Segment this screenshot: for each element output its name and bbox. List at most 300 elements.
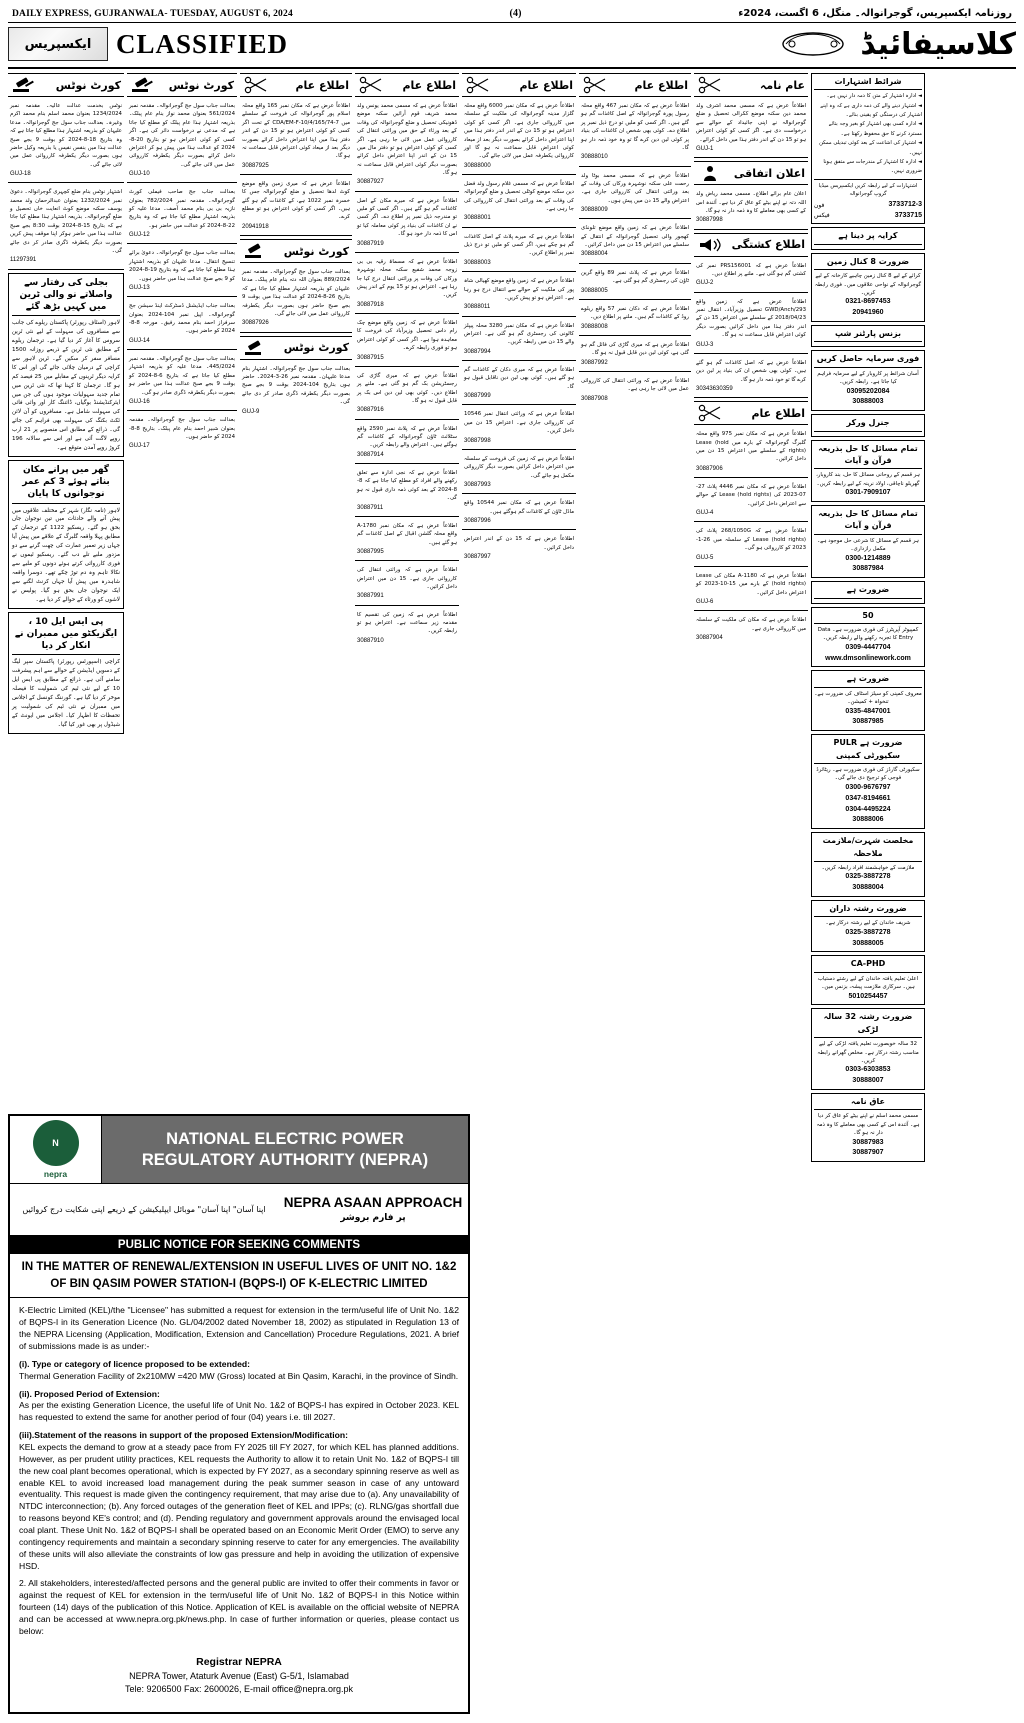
ad-ref: 30887995 <box>357 548 384 555</box>
ad-ref: GUJ-2 <box>696 280 714 287</box>
ad-ref: 30887914 <box>357 451 384 458</box>
ad-item <box>240 100 352 175</box>
ad-item <box>579 222 691 263</box>
ad-ref: GUJ-10 <box>129 171 150 177</box>
advert-terms-box <box>811 73 925 224</box>
promo-box[interactable] <box>811 581 925 603</box>
ad-ref: GUJ-16 <box>129 398 150 405</box>
page-number: (4) <box>509 8 522 19</box>
ad-ref: 30887911 <box>357 504 384 511</box>
ad-item <box>694 614 808 646</box>
promo-box[interactable] <box>811 253 925 322</box>
ad-item <box>694 188 808 229</box>
ad-ref: GUJ-5 <box>696 554 714 561</box>
ad-ref: GUJ-14 <box>129 337 150 344</box>
ad-text: اطلاعاً عرض ہے کہ 268/1050G پلاٹ کی Lease (hold rights) کے سلسلہ میں 26-1-2023 کو کارروائی ہو گی۔ <box>696 528 807 552</box>
nepra-item <box>19 1389 459 1425</box>
ad-ref: 30887918 <box>357 301 384 308</box>
topbar-right-urdu: روزنامہ ایکسپریس، گوجرانوالہ۔ منگل، 6 اگست، 2024ء <box>738 8 1012 19</box>
promo-title: مخلصت شہرت/ملازمت ملاحظہ <box>814 835 922 862</box>
column-header-public-notice-4 <box>579 73 691 97</box>
ad-ref: 30888010 <box>581 154 608 161</box>
ad-ref: 30888000 <box>464 162 491 169</box>
ad-text: اطلاعاً عرض ہے کہ زمین واقع موضع تلونڈی کھجور والی تحصیل گوجرانوالہ کے انتقال کے سلسلے میں اعتراض 15 دن میں داخل کرائیں۔ <box>581 225 689 249</box>
ad-text: اطلاعاً عرض ہے کہ وراثتی انتقال کی کارروائی عمل میں لائی جا رہی ہے۔ <box>581 377 689 393</box>
column-4-title: اطلاع عام <box>402 78 456 92</box>
ad-text: اطلاعاً عرض ہے کہ زمین واقع 293/GWD/Anch تحصیل وزیرآباد۔ انتقال نمبر 2018/04/23 کے سلسلے میں اعتراض 15 دن کے اندر دفتر ہذا میں داخل کرائیں بصورت دیگر کوئی اعتراض قابل سماعت نہ ہو گا۔ <box>696 298 807 339</box>
subheader-title: اطلاع عام <box>751 406 805 420</box>
promo-box[interactable] <box>811 607 925 668</box>
promo-title: ضرورت ہے <box>814 584 922 598</box>
subheader-title: اطلاع کشتگی <box>731 238 805 252</box>
ad-item <box>462 408 576 449</box>
column-header-public-notice <box>240 73 352 97</box>
subheader-ittila-kashtagi <box>694 233 808 257</box>
column-7 <box>694 73 808 1663</box>
gavel-icon <box>130 76 156 94</box>
news-body: کراچی (اسپورٹس رپورٹر) پاکستان سپر لیگ کے دسویں ایڈیشن کے حوالے سے اہم پیشرفت سامنے آئی ہے۔ ذرائع کے مطابق پی ایس ایل 10 کے لیے نئی ٹیم کی شمولیت کا فیصلہ موخر کر دیا گیا ہے۔ گورننگ کونسل کے اجلاس میں ممبران نے نئی ٹیم کی شمولیت پر تحفظات کا اظہار کیا۔ اجلاس میں ایونٹ کے شیڈول پر بھی غور کیا گیا۔ <box>11 659 120 728</box>
ad-item <box>355 467 459 517</box>
promo-ref: 30888007 <box>852 1077 884 1085</box>
ad-ref: 30887993 <box>464 481 491 488</box>
promo-ref: 20941960 <box>852 309 884 317</box>
promo-box[interactable] <box>811 505 925 578</box>
ad-ref: 30887998 <box>696 217 723 224</box>
ad-item <box>355 520 459 561</box>
ad-ref: GUJ-6 <box>696 599 714 605</box>
promo-phone[interactable]: 0301-7909107 <box>845 489 891 497</box>
promo-box[interactable] <box>811 900 925 952</box>
ad-ref: 30887916 <box>357 407 384 414</box>
column-2-title: کورٹ نوٹس <box>168 78 234 92</box>
nepra-public-notice-bar: PUBLIC NOTICE FOR SEEKING COMMENTS <box>10 1236 468 1254</box>
nepra-item <box>19 1430 459 1572</box>
promo-phone[interactable]: 03095202084 <box>846 387 890 395</box>
ad-text: اطلاعاً عرض ہے کہ وراثتی انتقال نمبر 10546 کی کارروائی جاری ہے۔ اعتراض 15 دن میں داخل کریں۔ <box>464 411 574 435</box>
nepra-item-text: Thermal Generation Facility of 2x210MW =420 MW (Gross) located at Bin Qasim, Karachi, in the province of Sindh. <box>19 1370 459 1381</box>
ad-ref: 30343630359 <box>696 385 733 392</box>
ad-text: اطلاعاً عرض ہے کہ PRS156001 نمبر کی کشتی گم ہو گئی ہے۔ ملنے پر اطلاع دیں۔ <box>696 262 806 277</box>
ad-item <box>355 423 459 464</box>
subheader-court-notice-2 <box>240 336 352 360</box>
nepra-header <box>10 1116 468 1184</box>
ad-item <box>355 564 459 605</box>
phone-label-2: فیکس <box>814 212 830 220</box>
ad-text: اطلاعاً عرض ہے کہ پلاٹ نمبر 89 واقع گرین ٹاؤن کی رجسٹری گم ہو گئی ہے۔ <box>581 269 690 285</box>
ad-text: اطلاعاً عرض ہے کہ میری گاڑی کی رجسٹریشن بک گم ہو گئی ہے۔ ملنے پر اطلاع دیں۔ کوئی بھی لین دین اس بک پر قابل قبول نہ ہو گا۔ <box>357 372 457 404</box>
ad-ref: 30888001 <box>464 215 491 222</box>
person-icon <box>697 164 723 182</box>
promo-ref: 30887984 <box>852 565 884 573</box>
ad-item <box>240 178 352 236</box>
ad-item <box>355 317 459 367</box>
promo-box[interactable] <box>811 955 925 1005</box>
promo-phone-3[interactable]: 0304-4495224 <box>845 805 891 813</box>
column-header-public-notice-2 <box>355 73 459 97</box>
ad-text: اطلاعاً عرض ہے کہ مکان نمبر 6000 واقع محلہ گلزار مدینہ گوجرانوالہ کی ملکیت کے سلسلہ میں کارروائی جاری ہے۔ اگر کسی کو کوئی اعتراض ہو تو 15 دن کے اندر اندر دفتر ہذا میں اپنا اعتراض داخل کرائے بصورت دیگر بعد از میعاد کوئی اعتراض قابل سماعت نہ ہو گا اور کارروائی یکطرفہ عمل میں لائی جائے گی۔ <box>464 103 574 160</box>
promo-body: ہر قسم کے روحانی مسائل کا حل، بند کاروبار، گھریلو ناچاقی، اولاد نرینہ کے لیے رابطہ کریں۔ <box>816 472 920 487</box>
term-line: ◄ ادارہ کسی بھی اشتہار کو بغیر وجہ بتائے مسترد کرنے کا حق محفوظ رکھتا ہے۔ <box>828 121 922 137</box>
ad-item <box>355 609 459 649</box>
column-5-title: اطلاع عام <box>519 78 573 92</box>
nepra-asaan-english <box>278 1192 468 1227</box>
speaker-icon <box>697 236 723 254</box>
promo-title: ضرورت ہے <box>814 673 922 687</box>
promo-title: ضرورت رشتہ داران <box>814 903 922 917</box>
ad-ref: 30887996 <box>464 518 491 524</box>
ad-item <box>127 186 237 244</box>
ad-text: بعدالت جناب سول جج گوجرانوالہ۔ اشتہار بنام مدعا علیہان۔ مقدمہ نمبر 26-3-2024۔ حاضر ہوں بتاریخ 104-2024 بوقت 9 بجے صبح بصورت دیگر یکطرفہ ڈگری صادر کر دی جائے گی۔ <box>242 365 350 406</box>
ad-item <box>355 195 459 253</box>
ad-text: اطلاعاً عرض ہے کہ مسمی غلام رسول ولد فضل دین سکنہ موضع کوٹلی تحصیل و ضلع گوجرانوالہ کی وفات کے بعد وراثتی انتقال کی کارروائی کی جا رہی ہے۔ <box>464 180 574 213</box>
nepra-closing: 2. All stakeholders, interested/affected persons and the general public are invited to offer their comments in favor or against the request of KEL for extension in the term/useful life of Unit No. 1&2 of BQPS-I in this Notice within fourteen (14) days of the publication of this Notice. Application of KEL is available on the official website of NEPRA and can be accessed at www.nepra.org.pk/news.php. In case of further information or queries, please contact us below: <box>19 1578 459 1636</box>
ad-text: بعدالت جناب جج صاحب فیملی کورٹ گوجرانوالہ۔ مقدمہ نمبر 782/2024 بعنوان نازیہ بی بی بنام محمد آصف۔ مدعا علیہ کو بذریعہ اشتہار مطلع کیا جاتا ہے کہ وہ بتاریخ 22-8-2024 کو عدالت میں حاضر ہو۔ <box>129 189 236 229</box>
ad-text: اطلاعاً عرض ہے کہ مکان نمبر 165 واقع محلہ اسلام پور گوجرانوالہ کی فروخت کے سلسلے میں CDA/EM-F-10/4/165/74-7 کے تحت اگر کسی کو کوئی اعتراض ہو تو 15 دن کے اندر دفتر ہذا میں اپنا اعتراض داخل کرائے بصورت دیگر بعد از میعاد کوئی اعتراض قابل سماعت نہ ہو گا۔ <box>242 103 351 160</box>
column-1-title: کورٹ نوٹس <box>55 78 121 92</box>
page-title: CLASSIFIED <box>116 28 289 59</box>
nepra-item-label: (iii).Statement of the reasons in support of the proposed Extension/Modification: <box>19 1430 348 1441</box>
promo-ref: 30888006 <box>852 816 884 824</box>
promo-body: آسان شرائط پر کاروبار کے لیے سرمایہ فراہم کیا جاتا ہے۔ رابطہ کریں۔ <box>817 370 919 386</box>
column-header-court-notice <box>8 73 124 97</box>
promo-body: 32 سالہ خوبصورت تعلیم یافتہ لڑکی کے لیے مناسب رشتہ درکار ہے۔ مخلص گھرانے رابطہ کریں۔ <box>817 1041 919 1064</box>
promo-phone-2[interactable]: 0347-8194661 <box>845 794 891 802</box>
nepra-logo <box>10 1116 102 1183</box>
subheader-court-notice <box>240 239 352 263</box>
promo-title: ضرورت 8 کنال زمین <box>814 256 922 270</box>
topbar-left: DAILY EXPRESS, GUJRANWALA- TUESDAY, AUGUST 6, 2024 <box>12 8 293 19</box>
nepra-logo-text: nepra <box>43 1169 68 1179</box>
ad-text: اطلاعاً عرض ہے کہ مسماۃ رقیہ بی بی زوجہ محمد شفیع سکنہ محلہ نوشہرہ ورکاں کی وفات پر وراثتی انتقال درج کیا جا رہا ہے۔ اعتراض ہو تو 15 یوم کے اندر پیش کریں۔ <box>357 258 457 299</box>
ad-text: اشتہار نوٹس بنام ضلع کچہری گوجرانوالہ۔ دعویٰ نمبر 1232/2024 بعنوان عبدالرحمان ولد محمد یوسف سکنہ موضع کوٹ انعایت خاں تحصیل و ضلع گوجرانوالہ۔ بذریعہ اشتہار ہذا مطلع کیا جاتا ہے کہ بتاریخ 15-8-2024 بوقت 8:30 بجے صبح عدالت ہذا میں حاضر ہوکر اپنا موقف پیش کریں بصورت دیگر یکطرفہ ڈگری صادر کر دی جائے گی۔ <box>10 189 122 254</box>
column-header-public-notice-3 <box>462 73 576 97</box>
subheader-ailan-ittefaqi <box>694 161 808 185</box>
promo-body: مسمی محمد اسلم نے اپنے بیٹے کو عاق کر دیا ہے۔ آئندہ اس کے کسی بھی معاملے کا وہ ذمہ دار نہ ہو گا۔ <box>816 1113 920 1137</box>
promo-ref: 30888005 <box>852 939 884 947</box>
decorative-swirl-icon <box>776 26 850 62</box>
promo-title: ضرورت رشتہ 32 سالہ لڑکی <box>814 1011 922 1038</box>
ad-text: بعدالت جناب سول جج گوجرانوالہ۔ مقدمہ بعنوان شبیر احمد بنام عام پبلک۔ بتاریخ 8-8-2024 کو حاضر ہوں۔ <box>129 417 235 440</box>
ad-item <box>694 296 808 354</box>
phone-number-1[interactable]: 3733712-3 <box>888 200 922 208</box>
ad-text: اطلاعاً عرض ہے کہ میرے پلاٹ کے اصل کاغذات گم ہو چکے ہیں، اگر کسی کو ملیں تو درج ذیل نمبر پر اطلاع کریں۔ <box>464 233 574 257</box>
ad-item <box>579 375 691 407</box>
promo-phone[interactable]: 0303-6303853 <box>845 1066 891 1074</box>
ad-ref: 30887999 <box>464 393 491 400</box>
promo-title: تمام مسائل کا حل بذریعہ قرآن و آیات <box>814 508 922 535</box>
news-box <box>8 273 124 457</box>
promo-box[interactable] <box>811 350 925 411</box>
nepra-intro: K-Electric Limited (KEL)/the "Licensee" has submitted a request for extension in the term/useful life of Unit No. 1&2 of BQPS-I in its Generation Licence (No. GL/04/2002 dated November 18, 2002) as stipulated in Regulation 13 of the NEPRA Licensing (Application, Modification, Extension and Cancellation) Procedure Regulations, 2021. A brief of submissions made is as under:- <box>19 1305 459 1351</box>
ad-ref: 30887926 <box>242 320 269 327</box>
ad-ref: GUJ-18 <box>10 171 31 177</box>
ad-text: اطلاعاً عرض ہے کہ وراثتی انتقال کی کارروائی جاری ہے۔ 15 دن میں اعتراض داخل کرائیں۔ <box>357 567 457 590</box>
promo-ref-2: 30887907 <box>852 1149 884 1157</box>
ad-text: اطلاعاً عرض ہے کہ دکان نمبر 57 واقع ریلوے روڈ کے کاغذات گم ہیں۔ ملنے پر اطلاع دیں۔ <box>581 305 689 321</box>
ad-item <box>694 570 808 611</box>
ad-ref: GUJ-1 <box>696 145 714 152</box>
promo-body: کرائے کے لیے 8 کنال زمین چاہیے کارخانہ کے لیے گوجرانوالہ کے نواحی علاقوں میں۔ فوری رابطہ کریں۔ <box>814 273 922 296</box>
nepra-contact: Tele: 9206500 Fax: 2600026, E-mail office@nepra.org.pk <box>124 1683 354 1694</box>
fax-number[interactable]: 3733715 <box>894 211 922 219</box>
promo-website[interactable]: www.dmsonlinework.com <box>825 654 911 662</box>
ad-item <box>240 363 352 420</box>
promo-title: جنرل ورکر <box>814 417 922 431</box>
ad-ref: 30887908 <box>581 395 608 402</box>
ad-item <box>462 178 576 228</box>
ad-text: اطلاعاً عرض ہے کہ مکان نمبر 10544 واقع ماڈل ٹاؤن کے کاغذات گم ہوگئے ہیں۔ <box>464 500 575 515</box>
ad-item <box>579 100 691 167</box>
nepra-item-text: KEL expects the demand to grow at a steady pace from FY 2025 till FY 2027, for which KEL has planned additions. However, as per prudent utility practices, KEL requests the Authority to allow it to retain Unit No. 1&2 of BQPS-I till the new coal plant becomes operational, which is expected by FY 2027, as a secondary spinning reserve as well as enable KEL to avoid increased load management during the peak summer season in case of any untoward eventuality. This request is made given the contingency requirement, that may arise due to (a). Any unavailability of NTDC interconnection; (b). Any forced outages of the generation fleet of KEL and IPPs; (c). RLNG/gas shortfall due to reasons beyond KE's control; and (d). Pending regulatory and government approvals around the envisaged local coal plant. These Unit No. 1&2 of BQPS-I shall be operated based on an Economic Merit Order (EMO) to serve any contingency requirements and maintain a secondary spinning reserve to cater for any emergencies. The availability of these units will also alleviate the constraints of low gas pressure and help in avoiding the utilization of expensive HSD. <box>19 1441 459 1571</box>
column-3-title: اطلاع عام <box>295 78 349 92</box>
nepra-subject: IN THE MATTER OF RENEWAL/EXTENSION IN USEFUL LIVES OF UNIT NO. 1&2 OF BIN QASIM POWER STATION-I (BQPS-I) OF K-ELECTRIC LIMITED <box>10 1254 468 1298</box>
promo-body: ہر قسم کے مسائل کا شرعی حل موجود ہے۔ مکمل رازداری۔ <box>817 537 919 553</box>
advert-terms-title: شرائط اشتہارات <box>814 76 922 90</box>
promo-phone[interactable]: 0325-3887278 <box>845 873 891 881</box>
nepra-title: NATIONAL ELECTRIC POWER REGULATORY AUTHORITY (NEPRA) <box>102 1116 468 1183</box>
promo-phone[interactable]: 0300-9676797 <box>845 783 891 791</box>
ad-item <box>462 453 576 494</box>
ad-text: اطلاعاً عرض ہے کہ زمین واقع موضع چک رام داس تحصیل وزیرآباد کی فروخت کا معاہدہ ہوا ہے۔ اگر کسی کو کوئی اعتراض ہو تو فوری رابطہ کرے۔ <box>357 320 457 352</box>
ad-text: اطلاعاً عرض ہے کہ مکان نمبر 467 واقع محلہ رسول پورہ گوجرانوالہ کے اصل کاغذات گم ہو گئے ہیں۔ اگر کسی کو ملیں تو درج ذیل نمبر پر اطلاع دے۔ کوئی بھی شخص ان کاغذات کی بنیاد پر کوئی لین دین کرے گا تو وہ خود ذمہ دار ہو گا۔ <box>581 103 689 151</box>
nepra-asaan-sub: پر فارم بروشر <box>340 1213 406 1224</box>
ad-ref: 30887998 <box>464 437 491 444</box>
ad-text: نوٹس بخدمت عدالت عالیہ۔ مقدمہ نمبر 1234/2024 بعنوان محمد اسلم بنام محمد اکرم وغیرہ۔ بعدالت جناب سول جج گوجرانوالہ۔ مدعا علیہان کو بذریعہ اشتہار ہذا مطلع کیا جاتا ہے کہ وہ بتاریخ 18-8-2024 کو بوقت 9 بجے صبح عدالت ہذا میں بنفس نفیس یا بذریعہ وکیل حاضر ہوں بصورت دیگر یکطرفہ کارروائی عمل میں لائی جائے گی۔ <box>10 103 122 168</box>
promo-box[interactable] <box>811 227 925 249</box>
news-body: لاہور (اسٹاف رپورٹر) پاکستان ریلوے کی جانب سے مسافروں کی سہولت کے لیے نئی ٹرین سروس کا آغاز کر دیا گیا ہے۔ ترجمان ریلوے کے مطابق نئی ٹرین کے ذریعے روزانہ 1500 مسافر سفر کر سکیں گے۔ ٹرین لاہور سے کراچی کے درمیان چلائی جائے گی اور اس کا کرایہ دیگر ٹرینوں کے مقابلے میں 25 فیصد کم ہو گا۔ ترجمان کا کہنا تھا کہ نئی ٹرین میں تمام جدید سہولیات موجود ہوں گی جن میں ایئرکنڈیشنڈ بوگیاں، ڈائننگ کار اور وائی فائی کی سہولت شامل ہے۔ مسافروں کو آن لائن ٹکٹ بکنگ کی سہولت بھی فراہم کی جائے گی۔ ذرائع کے مطابق اس منصوبے پر 21 ارب روپے لاگت آئی ہے اور اس سے سالانہ 196 کروڑ روپے آمدن متوقع ہے۔ <box>12 320 121 452</box>
ad-item <box>462 231 576 272</box>
ad-text: بعدالت جناب سول جج گوجرانوالہ۔ مقدمہ نمبر 889/2024 بعنوان اللہ دتہ بنام عام پبلک۔ مدعا علیہان کو بذریعہ اشتہار مطلع کیا جاتا ہے کہ بتاریخ 26-8-2024 کو عدالت ہذا میں بوقت 9 بجے صبح حاضر ہوں بصورت دیگر یکطرفہ کارروائی عمل میں لائی جائے گی۔ <box>242 269 350 317</box>
ad-ref: 30887997 <box>464 554 491 561</box>
promo-title: فوری سرمایہ حاصل کریں <box>814 353 922 367</box>
nepra-asaan-urdu: اپنا آسان" اپنا آسان" موبائل ایپلیکیشن کے ذریعے اپنی شکایت درج کروائیں <box>22 1204 266 1214</box>
ad-ref: 30888005 <box>581 287 608 294</box>
promo-title: CA-PHD <box>814 958 922 972</box>
nepra-body <box>10 1298 468 1650</box>
subheader-title: اعلان اتفاقی <box>733 166 805 180</box>
promo-ref: 30887985 <box>852 718 884 726</box>
ad-item <box>694 428 808 478</box>
ad-text: بعدالت جناب ایڈیشنل ڈسٹرکٹ اینڈ سیشن جج گوجرانوالہ۔ اپیل نمبر 104-2024 بعنوان سرفراز احمد بنام محمد رفیق۔ مورخہ 8-8-2024 کو حاضر ہوں۔ <box>129 303 235 335</box>
scissors-icon <box>243 76 269 94</box>
ad-item <box>240 266 352 333</box>
column-header-court-notice-2 <box>127 73 237 97</box>
nepra-registrar: Registrar NEPRA <box>196 1655 282 1668</box>
promo-phone[interactable]: 5010254457 <box>848 992 888 1000</box>
ad-item <box>355 370 459 420</box>
ad-item <box>462 497 576 530</box>
nepra-item <box>19 1359 459 1383</box>
ad-item <box>694 481 808 522</box>
masthead-urdu-title: کلاسیفائیڈ <box>860 26 1016 62</box>
promo-title: کرایہ پر دینا ہے <box>814 230 922 244</box>
promo-phone[interactable]: 0325-3887278 <box>845 928 891 936</box>
promo-ref: 30888004 <box>852 884 884 892</box>
ad-text: اطلاعاً عرض ہے کہ مکان نمبر 4446 پلاٹ 27-07-2023 کی Lease (hold rights) کے حوالے سے اعتراض داخل کرائیں۔ <box>696 484 807 507</box>
promo-title: ضرورت ہے PULR سکیورٹی کمپنی <box>814 737 922 764</box>
ad-item <box>579 170 691 220</box>
news-headline: پی ایس ایل 10 ، ایگزیکٹو میں ممبران نے انکار کر دیا <box>12 616 120 655</box>
ad-ref: 30888009 <box>581 207 608 214</box>
promo-box[interactable] <box>811 734 925 829</box>
gavel-icon <box>243 242 269 260</box>
scissors-icon <box>697 404 723 422</box>
promo-title: 50 <box>814 610 922 624</box>
ad-text: اطلاعاً عرض ہے کہ میری زمین واقع موضع کوٹ لدھا تحصیل و ضلع گوجرانوالہ جس کا خسرہ نمبر 1022 ہے، کے کاغذات گم ہو گئے ہیں۔ اگر کسی کو کوئی اعتراض ہو تو مطلع کرے۔ <box>242 180 350 221</box>
ad-text: اطلاعاً عرض ہے کہ زمین کی فروخت کے سلسلہ میں اعتراض داخل کرائیں بصورت دیگر کارروائی مکمل ہو جائے گی۔ <box>464 455 574 479</box>
scissors-icon <box>582 76 608 94</box>
column-8 <box>811 73 925 1663</box>
subheader-title: کورٹ نوٹس <box>283 244 349 258</box>
promo-box[interactable] <box>811 1093 925 1162</box>
nepra-item-text: As per the existing Generation Licence, the useful life of Unit No. 1&2 of BQPS-I has expired in October 2023. KEL has requested to extend the same for another period of four (04) years i.e. till 2027. <box>19 1400 459 1423</box>
column-7-title: عام نامہ <box>759 78 805 92</box>
ad-item <box>127 100 237 183</box>
ad-ref: 30887927 <box>357 179 384 186</box>
contact-note: اشتہارات کے لیے رابطہ کریں ایکسپریس میڈیا گروپ گوجرانوالہ <box>818 182 918 197</box>
term-line: ◄ اشتہار کی اشاعت کے بعد کوئی تبدیلی ممکن نہیں۔ <box>819 140 922 156</box>
ad-text: اطلاعاً عرض ہے کہ مکان نمبر 975 واقع محلہ گلبرگ گوجرانوالہ کے بارے میں Lease (hold rights) کے سلسلے میں اعتراض 15 دن میں داخل کرائیں۔ <box>696 431 807 463</box>
subheader-title: کورٹ نوٹس <box>283 341 349 355</box>
ad-ref: 30888008 <box>581 323 608 330</box>
column-header-aam-nama <box>694 73 808 97</box>
promo-box[interactable] <box>811 670 925 731</box>
news-box <box>8 612 124 734</box>
column-5 <box>462 73 576 1663</box>
ad-ref: 30887991 <box>357 593 384 600</box>
ad-text: اطلاعاً عرض ہے کہ میری گاڑی کی فائل گم ہو گئی ہے، کوئی لین دین قابل قبول نہ ہو گا۔ <box>581 341 689 357</box>
ad-item <box>127 414 237 454</box>
ad-item <box>694 100 808 158</box>
promo-body: اعلیٰ تعلیم یافتہ خاندان کے لیے رشتے دستیاب ہیں۔ سرکاری ملازمت پیشہ، بزنس مین۔ <box>817 975 919 991</box>
ad-item <box>355 256 459 314</box>
nepra-asaan-banner <box>10 1184 468 1236</box>
promo-title: عاق نامہ <box>814 1096 922 1110</box>
ad-item <box>694 525 808 566</box>
phone-label-1: فون <box>814 201 825 209</box>
ad-item <box>694 260 808 293</box>
ad-ref: 30888011 <box>464 304 491 311</box>
scissors-icon <box>465 76 491 94</box>
nepra-item-label: (ii). Proposed Period of Extension: <box>19 1388 160 1399</box>
ad-ref: 11297391 <box>10 257 37 264</box>
subheader-ittila-aam <box>694 401 808 425</box>
ad-item <box>8 100 124 183</box>
express-logo: ایکسپریس <box>8 27 108 61</box>
ad-item <box>127 247 237 297</box>
ad-ref: GUJ-12 <box>129 232 150 239</box>
ad-text: اطلاعاً عرض ہے کہ زمین واقع موضع کھیالی شاہ پور کی ملکیت کے حوالے سے انتقال درج ہو رہا ہے۔ اعتراض ہو تو پیش کریں۔ <box>464 278 574 301</box>
page-topbar <box>8 6 1016 23</box>
news-box <box>8 460 124 609</box>
ad-item <box>462 320 576 361</box>
promo-phone[interactable]: 0321-8697453 <box>845 298 891 306</box>
promo-ref: 30887983 <box>852 1138 884 1146</box>
news-body: لاہور (نامہ نگار) شہر کے مختلف علاقوں میں پیش آنے والے حادثات میں تین نوجوان جاں بحق ہو گئے۔ ریسکیو 1122 کے ترجمان کے مطابق پہلا واقعہ گلبرگ کے علاقے میں پیش آیا جہاں زیر تعمیر عمارت کی چھت گرنے سے دو مزدور ملبے تلے دب گئے۔ ریسکیو ٹیموں نے فوری کارروائی کرتے ہوئے دونوں کو ملبے سے نکالا تاہم وہ دم توڑ چکے تھے۔ دوسرا واقعہ شاہدرہ میں پیش آیا جہاں کرنٹ لگنے سے ایک نوجوان جاں بحق ہو گیا۔ پولیس نے لاشوں کو ورثاء کے حوالے کر دیا ہے۔ <box>12 507 120 603</box>
column-6-title: اطلاع عام <box>634 78 688 92</box>
promo-phone[interactable]: 0300-1214889 <box>845 554 891 562</box>
ad-text: بعدالت جناب سول جج گوجرانوالہ۔ مقدمہ نمبر 561/2024 بعنوان محمد نواز بنام عام پبلک۔ بذریعہ اشتہار ہذا عام پبلک کو مطلع کیا جاتا ہے کہ مدعی نے درخواست دائر کی ہے۔ اگر کسی کو کوئی اعتراض ہو تو بتاریخ 20-8-2024 کو عدالت ہذا میں پیش ہو کر اعتراض داخل کرائے بصورت دیگر یکطرفہ کارروائی عمل میں لائی جائے گی۔ <box>129 103 235 168</box>
promo-box[interactable] <box>811 414 925 436</box>
term-line: ◄ ادارہ کا اشتہار کے مندرجات سے متفق ہونا ضروری نہیں۔ <box>823 158 922 175</box>
ad-item <box>694 357 808 398</box>
ad-text: اطلاعاً عرض ہے کہ 15 دن کے اندر اعتراض داخل کرائیں۔ <box>464 536 574 551</box>
ad-text: بعدالت جناب سول جج گوجرانوالہ۔ مقدمہ نمبر 445/2024۔ مدعا علیہ کو بذریعہ اشتہار مطلع کیا جاتا ہے کہ بتاریخ 6-8-2024 کو بوقت 9 بجے صبح عدالت ہذا میں حاضر ہو بصورت دیگر یکطرفہ ڈگری صادر ہو گی۔ <box>129 356 236 396</box>
ad-ref: 30888003 <box>464 259 491 266</box>
masthead <box>8 23 1016 69</box>
promo-box[interactable] <box>811 832 925 897</box>
term-line: ◄ اشتہار دینے والے کی ذمہ داری ہے کہ وہ اپنے اشتہار کی درستگی کو یقینی بنائے۔ <box>820 102 922 119</box>
news-headline: گھر میں پرانے مکان بناتے ہوئے 3 کم عمر نوجوانوں کا پایان <box>12 464 120 503</box>
ad-text: اطلاعاً عرض ہے کہ میری دکان کے کاغذات گم ہو گئے ہیں۔ کوئی بھی لین دین ناقابل قبول ہو گا۔ <box>464 366 574 390</box>
ad-ref: GUJ-17 <box>129 443 150 450</box>
promo-title: تمام مسائل کا حل بذریعہ قرآن و آیات <box>814 443 922 470</box>
ad-text: اطلاعاً عرض ہے کہ پلاٹ نمبر 2590 واقع سٹلائٹ ٹاؤن گوجرانوالہ کے کاغذات گم ہوگئے ہیں۔ اعتراض والے رابطہ کریں۔ <box>357 425 457 449</box>
ad-ref: 20941918 <box>242 223 269 230</box>
ad-text: اطلاعاً عرض ہے کہ مکان نمبر 1780-A واقع محلہ گلشن اقبال کے اصل کاغذات گم ہو گئے ہیں۔ <box>357 522 457 546</box>
ad-item <box>127 353 237 411</box>
promo-box[interactable] <box>811 325 925 347</box>
ad-ref: GUJ-9 <box>242 408 260 415</box>
promo-box[interactable] <box>811 440 925 502</box>
promo-body: کمپیوٹر آپریٹرز کی فوری ضرورت ہے۔ Data Entry کا تجربہ رکھنے والے رابطہ کریں۔ <box>817 627 919 642</box>
promo-title: بزنس پارٹنر شپ <box>814 328 922 342</box>
ad-item <box>8 186 124 269</box>
ad-item <box>462 100 576 175</box>
ad-text: اطلاعاً عرض ہے کہ زمین کی تقسیم کا مقدمہ زیر سماعت ہے۔ اعتراض ہو تو رابطہ کریں۔ <box>357 611 457 635</box>
ad-ref: 30887919 <box>357 240 384 247</box>
nepra-address: NEPRA Tower, Ataturk Avenue (East) G-5/1, Islamabad <box>129 1670 349 1681</box>
ad-item <box>579 339 691 372</box>
nepra-asaan-label: NEPRA ASAAN APPROACH <box>283 1195 463 1210</box>
ad-item <box>462 533 576 565</box>
promo-phone[interactable]: 0309-4447704 <box>845 643 891 651</box>
scissors-icon <box>358 76 384 94</box>
ad-text: اطلاعاً عرض ہے کہ اصل کاغذات گم ہو گئے ہیں۔ کوئی بھی شخص ان کی بنیاد پر لین دین کرے گا تو خود ذمہ دار ہو گا۔ <box>696 359 806 383</box>
ad-item <box>127 300 237 350</box>
nepra-footer <box>10 1651 468 1703</box>
promo-box[interactable] <box>811 1008 925 1090</box>
column-6 <box>579 73 691 1663</box>
ad-ref: 30887915 <box>357 354 384 361</box>
ad-ref: 30887994 <box>464 348 491 355</box>
ad-ref: 30887904 <box>696 635 723 642</box>
ad-item <box>579 303 691 336</box>
ad-ref: 30888004 <box>581 251 608 258</box>
ad-text: اطلاعاً عرض ہے کہ مسمی محمد اشرف ولد محمد دین سکنہ موضع ککرالی تحصیل و ضلع گوجرانوالہ نے اپنی جائیداد کے حوالے سے درخواست دی ہے۔ اگر کسی کو کوئی اعتراض ہو تو 15 دن کے اندر دفتر ہذا میں داخل کرائے۔ <box>696 103 806 143</box>
ad-ref: 30887910 <box>357 637 384 644</box>
ad-text: اعلان عام برائے اطلاع۔ مسمی محمد ریاض ولد اللہ دتہ نے اپنے بیٹے کو عاق کر دیا ہے۔ آئندہ اس کے کسی بھی معاملے کا وہ ذمہ دار نہ ہو گا۔ <box>696 191 806 214</box>
nepra-logo-mark: N <box>33 1120 79 1166</box>
ad-text: اطلاعاً عرض ہے کہ نجی ادارہ سے تعلق رکھنے والے افراد کو مطلع کیا جاتا ہے کہ 8-8-2024 کے بعد کوئی ذمہ داری قبول نہ ہو گی۔ <box>357 470 457 502</box>
gavel-icon <box>243 339 269 357</box>
ad-text: اطلاعاً عرض ہے کہ مکان کی ملکیت کے سلسلہ میں کارروائی جاری ہے۔ <box>696 617 806 632</box>
ad-text: اطلاعاً عرض ہے کہ میرے مکان کے اصل کاغذات گم ہو گئے ہیں۔ اگر کسی کو ملیں تو مندرجہ ذیل نمبر پر اطلاع دے۔ اگر کسی نے ان کاغذات کی بنیاد پر کوئی معاملہ کیا تو اس کا ذمہ دار خود ہو گا۔ <box>357 197 457 238</box>
nepra-item-label: (i). Type or category of licence proposed to be extended: <box>19 1358 250 1369</box>
promo-body: ملازمت کے خواہشمند افراد رابطہ کریں۔ <box>821 864 915 871</box>
news-headline: بجلی کی رفتار سے واصلاتے نو والی ٹرین میں کہیں بڑھ گئے <box>12 277 120 316</box>
ad-text: اطلاعاً عرض ہے کہ مسمی محمد یونس ولد محمد شریف قوم آرائیں سکنہ موضع ڈھونیکی تحصیل و ضلع گوجرانوالہ کی وفات کے بعد ورثاء کے حق میں وراثتی انتقال کی کارروائی عمل میں لائی جا رہی ہے۔ اگر کسی کو کوئی اعتراض ہو تو دفتر مال میں 15 دن کے اندر اپنا اعتراض داخل کرائے بصورت دیگر کوئی اعتراض قابل سماعت نہ ہو گا۔ <box>357 103 457 176</box>
ad-ref: GUJ-4 <box>696 510 714 517</box>
promo-phone[interactable]: 0335-4847001 <box>845 707 891 715</box>
ad-ref: 30887925 <box>242 162 269 169</box>
nepra-public-notice <box>8 1114 470 1714</box>
ad-text: بعدالت جناب سول جج گوجرانوالہ۔ دعویٰ برائے تنسیخ انتقال۔ مدعا علیہان کو بذریعہ اشتہار ہذا مطلع کیا جاتا ہے کہ وہ بتاریخ 19-8-2024 کو 9 بجے صبح عدالت ہذا میں حاضر ہوں۔ <box>129 250 235 282</box>
scissors-icon <box>697 76 723 94</box>
promo-body: شریف خاندان کے لیے رشتہ درکار ہے۔ <box>825 920 911 927</box>
ad-ref: GUJ-3 <box>696 341 714 348</box>
ad-item <box>579 267 691 300</box>
